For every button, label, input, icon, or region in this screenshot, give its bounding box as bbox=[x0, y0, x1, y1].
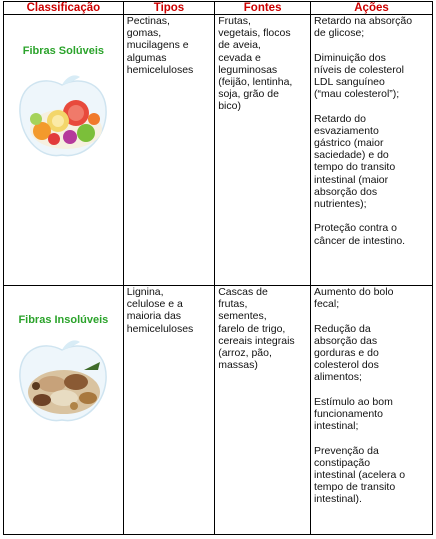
text-line: Proteção contra o bbox=[314, 222, 397, 235]
action-paragraph bbox=[314, 445, 429, 506]
text-line: intestinal (maior bbox=[314, 173, 389, 186]
text-line: gorduras e do bbox=[314, 347, 379, 359]
action-paragraph bbox=[314, 222, 429, 246]
fontes-cell bbox=[215, 286, 311, 535]
text-line: de glicose; bbox=[314, 27, 365, 40]
header-fontes: Fontes bbox=[215, 2, 311, 15]
text-line: vegetais, flocos bbox=[218, 27, 291, 40]
action-paragraph bbox=[314, 52, 429, 101]
text-line: fecal; bbox=[314, 298, 340, 311]
text-line: (“mau colesterol”); bbox=[314, 88, 400, 101]
text-line: soja, grão de bbox=[218, 88, 279, 101]
fontes-cell bbox=[215, 15, 311, 286]
header-acoes: Ações bbox=[311, 2, 433, 15]
text-line: Retardo na absorção bbox=[314, 15, 413, 27]
text-line: Aumento do bolo bbox=[314, 286, 394, 298]
acoes-cell bbox=[311, 15, 433, 286]
text-line: Redução da bbox=[314, 322, 371, 335]
text-line: Prevenção da bbox=[314, 444, 379, 457]
text-line: níveis de colesterol bbox=[314, 63, 404, 76]
text-line: tempo do transito bbox=[314, 161, 396, 174]
text-line: maioria das bbox=[126, 310, 182, 323]
text-line: câncer de intestino. bbox=[314, 234, 406, 247]
text-line: tempo de transito bbox=[314, 481, 396, 494]
text-line: intestinal). bbox=[314, 493, 362, 506]
text-line: massas) bbox=[218, 359, 258, 372]
text-line: absorção dos bbox=[314, 185, 378, 198]
text-line: (feijão, lentinha, bbox=[218, 76, 293, 89]
text-line: LDL sanguíneo bbox=[314, 76, 385, 88]
classification-label: Fibras Insolúveis bbox=[18, 314, 109, 326]
text-line: hemiceluloses bbox=[126, 63, 194, 76]
text-line: intestinal (acelera o bbox=[314, 469, 406, 481]
text-line: hemiceluloses bbox=[126, 322, 194, 335]
text-line: alimentos; bbox=[314, 371, 362, 384]
text-line: gomas, bbox=[126, 27, 162, 40]
text-line: de aveia, bbox=[218, 39, 261, 52]
acoes-cell bbox=[311, 286, 433, 535]
header-tipos: Tipos bbox=[123, 2, 214, 15]
action-paragraph bbox=[314, 323, 429, 384]
text-line: farelo de trigo, bbox=[218, 322, 286, 335]
text-line: cereais integrais bbox=[218, 334, 295, 347]
classificacao-cell bbox=[4, 286, 124, 535]
fruit-apple-icon bbox=[14, 75, 110, 161]
text-line: Cascas de bbox=[218, 286, 268, 298]
classification-label: Fibras Solúveis bbox=[22, 45, 105, 57]
text-line: absorção das bbox=[314, 334, 378, 347]
text-line: gástrico (maior bbox=[314, 137, 384, 149]
action-paragraph bbox=[314, 113, 429, 211]
text-line: Lignina, bbox=[126, 286, 164, 298]
tipos-cell bbox=[123, 286, 214, 535]
table-row bbox=[4, 15, 433, 286]
grains-apple-icon bbox=[14, 340, 110, 426]
text-line: (arroz, pão, bbox=[218, 347, 272, 360]
text-line: bico) bbox=[218, 100, 241, 113]
text-line: Diminuição dos bbox=[314, 51, 386, 64]
text-line: mucilagens e bbox=[126, 39, 189, 52]
text-line: Pectinas, bbox=[126, 15, 170, 27]
text-line: constipação bbox=[314, 456, 371, 469]
text-line: intestinal; bbox=[314, 420, 359, 433]
text-line: celulose e a bbox=[126, 298, 183, 311]
classificacao-cell bbox=[4, 15, 124, 286]
text-line: algumas bbox=[126, 51, 167, 64]
text-line: Estímulo ao bom bbox=[314, 395, 393, 408]
table-header-row bbox=[4, 2, 433, 15]
table-row bbox=[4, 286, 433, 535]
action-paragraph bbox=[314, 396, 429, 433]
text-line: colesterol dos bbox=[314, 359, 379, 372]
fiber-table bbox=[3, 1, 433, 535]
action-paragraph bbox=[314, 15, 429, 39]
action-paragraph bbox=[314, 286, 429, 310]
text-line: sementes, bbox=[218, 310, 267, 323]
text-line: saciedade) e do bbox=[314, 149, 389, 162]
text-line: nutrientes); bbox=[314, 198, 367, 211]
text-line: Retardo do bbox=[314, 112, 366, 125]
text-line: frutas, bbox=[218, 298, 248, 311]
text-line: Frutas, bbox=[218, 15, 251, 27]
text-line: leguminosas bbox=[218, 63, 278, 76]
text-line: esvaziamento bbox=[314, 124, 379, 137]
header-classificacao: Classificação bbox=[4, 2, 124, 15]
text-line: funcionamento bbox=[314, 408, 383, 420]
text-line: cevada e bbox=[218, 51, 261, 64]
tipos-cell bbox=[123, 15, 214, 286]
